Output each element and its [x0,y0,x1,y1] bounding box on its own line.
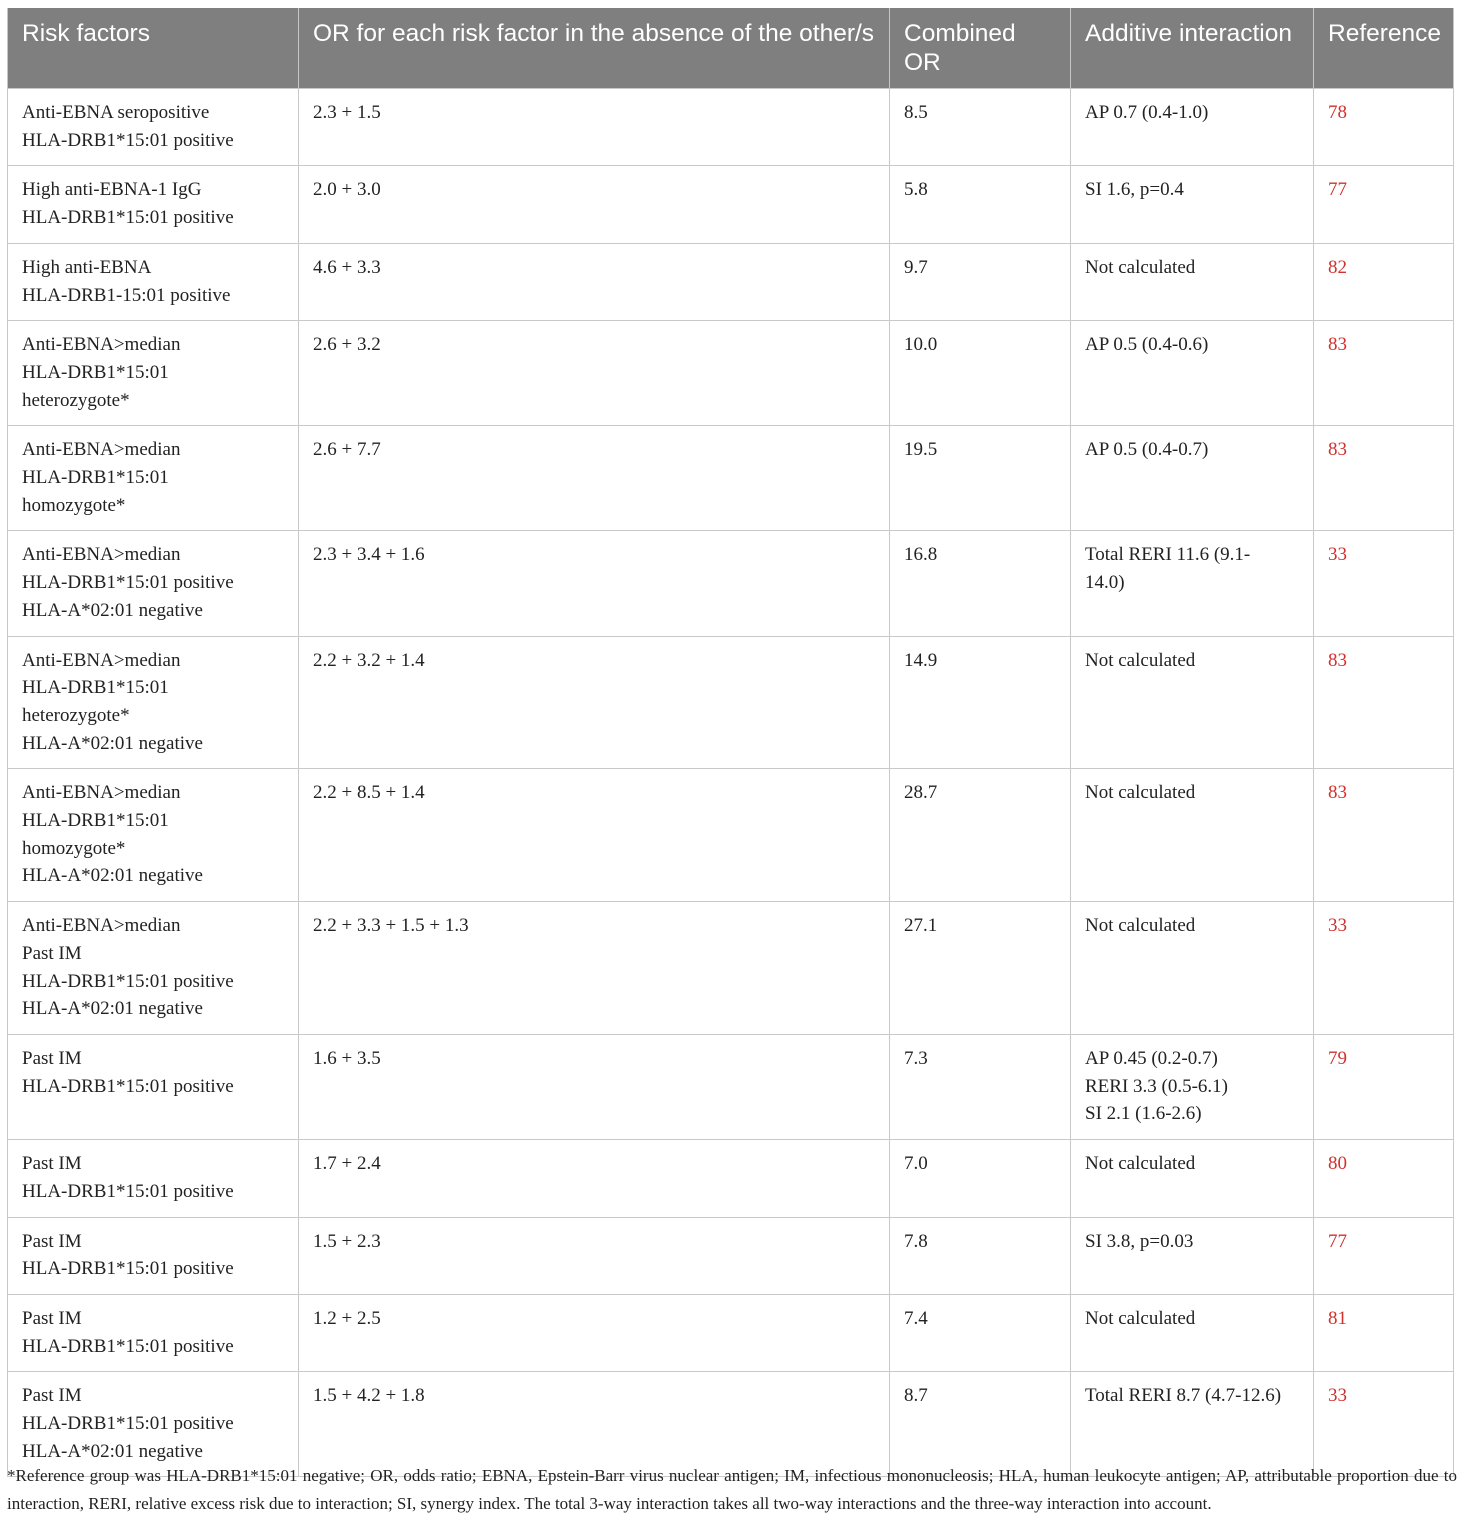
header-combined-or: Combined OR [890,8,1071,89]
table-row [8,426,1454,531]
risk-factor-line: Past IM [22,1153,82,1175]
cell-risk-factors [8,89,299,166]
cell-or-each: 2.6 + 3.2 [299,321,890,426]
cell-additive-interaction [1071,769,1314,902]
risk-factor-line: HLA-A*02:01 negative [22,865,203,887]
cell-combined-or: 16.8 [890,531,1071,636]
cell-additive-interaction [1071,636,1314,769]
risk-factor-line: High anti-EBNA-1 IgG [22,179,202,201]
table-row [8,1217,1454,1294]
table-row [8,531,1454,636]
table-row [8,1140,1454,1217]
cell-additive-interaction [1071,1034,1314,1139]
risk-factor-line: Anti-EBNA seropositive [22,102,210,123]
cell-or-each: 2.2 + 3.3 + 1.5 + 1.3 [299,902,890,1035]
additive-line: Not calculated [1085,1307,1196,1329]
reference-link[interactable]: 83 [1314,321,1454,426]
additive-line: SI 1.6, p=0.4 [1085,179,1184,201]
risk-factor-line: HLA-DRB1*15:01 positive [22,207,234,229]
cell-combined-or: 7.4 [890,1294,1071,1371]
risk-factor-line: HLA-DRB1*15:01 positive [22,1335,234,1357]
cell-combined-or: 27.1 [890,902,1071,1035]
risk-factor-line: Past IM [22,942,82,964]
cell-combined-or: 7.8 [890,1217,1071,1294]
table-row [8,636,1454,769]
risk-factor-line: High anti-EBNA [22,256,152,278]
risk-factor-line: HLA-A*02:01 negative [22,732,203,754]
cell-risk-factors [8,636,299,769]
cell-risk-factors [8,321,299,426]
cell-additive-interaction [1071,243,1314,320]
additive-line: AP 0.5 (0.4-0.6) [1085,334,1209,356]
risk-factor-line: HLA-DRB1-15:01 positive [22,284,231,306]
risk-factor-line: Past IM [22,1047,82,1069]
additive-line: Not calculated [1085,649,1196,671]
cell-combined-or: 14.9 [890,636,1071,769]
header-additive-interaction: Additive interaction [1071,8,1314,89]
risk-factor-line: Anti-EBNA>median [22,334,181,356]
risk-factor-line: homozygote* [22,837,126,859]
cell-additive-interaction [1071,531,1314,636]
risk-factor-table [7,8,1454,1477]
risk-factor-line: heterozygote* [22,704,130,726]
cell-or-each: 2.3 + 3.4 + 1.6 [299,531,890,636]
reference-link[interactable]: 79 [1314,1034,1454,1139]
additive-line: AP 0.45 (0.2-0.7) [1085,1047,1218,1069]
reference-link[interactable]: 83 [1314,636,1454,769]
cell-or-each: 1.6 + 3.5 [299,1034,890,1139]
reference-link[interactable]: 33 [1314,531,1454,636]
cell-risk-factors [8,166,299,243]
additive-line: Not calculated [1085,782,1196,804]
reference-link[interactable]: 83 [1314,426,1454,531]
cell-additive-interaction [1071,1294,1314,1371]
cell-additive-interaction [1071,166,1314,243]
risk-factor-line: HLA-DRB1*15:01 [22,810,169,832]
table-row [8,902,1454,1035]
table-row [8,769,1454,902]
table-body [8,89,1454,1477]
cell-combined-or: 8.7 [890,1372,1071,1477]
cell-or-each: 2.0 + 3.0 [299,166,890,243]
header-reference: Reference [1314,8,1454,89]
additive-line: Total RERI 8.7 (4.7-12.6) [1085,1385,1282,1407]
reference-link[interactable]: 78 [1314,89,1454,166]
cell-risk-factors [8,1217,299,1294]
table-row [8,321,1454,426]
cell-or-each: 1.2 + 2.5 [299,1294,890,1371]
cell-risk-factors [8,426,299,531]
additive-line: AP 0.7 (0.4-1.0) [1085,102,1209,123]
cell-or-each: 2.6 + 7.7 [299,426,890,531]
risk-factor-line: HLA-DRB1*15:01 [22,361,169,383]
cell-risk-factors [8,243,299,320]
risk-factor-line: Past IM [22,1385,82,1407]
header-or-each: OR for each risk factor in the absence of the other/s [299,8,890,89]
cell-or-each: 4.6 + 3.3 [299,243,890,320]
reference-link[interactable]: 33 [1314,902,1454,1035]
table-row [8,166,1454,243]
table-row [8,89,1454,166]
table-row [8,243,1454,320]
additive-line: Not calculated [1085,256,1196,278]
table-row [8,1034,1454,1139]
cell-risk-factors [8,1294,299,1371]
additive-line: SI 2.1 (1.6-2.6) [1085,1103,1202,1125]
reference-link[interactable]: 80 [1314,1140,1454,1217]
additive-line: Not calculated [1085,915,1196,937]
cell-combined-or: 7.3 [890,1034,1071,1139]
risk-factor-line: HLA-A*02:01 negative [22,599,203,621]
header-row [8,8,1454,89]
cell-risk-factors [8,531,299,636]
risk-factor-line: HLA-DRB1*15:01 [22,467,169,489]
cell-additive-interaction [1071,89,1314,166]
cell-or-each: 2.2 + 8.5 + 1.4 [299,769,890,902]
risk-factor-line: Anti-EBNA>median [22,544,181,566]
risk-factor-line: Past IM [22,1307,82,1329]
table-footnote: *Reference group was HLA-DRB1*15:01 negative; OR, odds ratio; EBNA, Epstein-Barr virus nuclear antigen; IM, infectious mononucleosis; HLA, human leukocyte antigen; AP, attributable proportion due to interaction, RERI, relative excess risk due to interaction; SI, synergy index. The total 3-way interaction takes all two-way interactions and the three-way interaction into account. [7,1466,1457,1513]
reference-link[interactable]: 82 [1314,243,1454,320]
cell-combined-or: 19.5 [890,426,1071,531]
risk-factor-line: HLA-DRB1*15:01 [22,677,169,699]
table-container [7,8,1453,1477]
cell-combined-or: 9.7 [890,243,1071,320]
risk-factor-line: Past IM [22,1230,82,1252]
risk-factor-line: HLA-DRB1*15:01 positive [22,129,234,151]
risk-factor-line: HLA-DRB1*15:01 positive [22,1258,234,1280]
additive-line: RERI 3.3 (0.5-6.1) [1085,1075,1229,1097]
cell-risk-factors [8,1140,299,1217]
risk-factor-line: HLA-DRB1*15:01 positive [22,970,234,992]
cell-or-each: 2.3 + 1.5 [299,89,890,166]
risk-factor-line: homozygote* [22,494,126,516]
reference-link[interactable]: 33 [1314,1372,1454,1477]
cell-or-each: 1.7 + 2.4 [299,1140,890,1217]
cell-or-each: 1.5 + 2.3 [299,1217,890,1294]
risk-factor-line: Anti-EBNA>median [22,782,181,804]
additive-line: Total RERI 11.6 (9.1- [1085,544,1251,566]
additive-line: SI 3.8, p=0.03 [1085,1230,1194,1252]
risk-factor-line: HLA-A*02:01 negative [22,1440,203,1462]
additive-line: 14.0) [1085,572,1125,594]
reference-link[interactable]: 77 [1314,166,1454,243]
additive-line: Not calculated [1085,1153,1196,1175]
header-risk-factors: Risk factors [8,8,299,89]
cell-additive-interaction [1071,1217,1314,1294]
cell-additive-interaction [1071,321,1314,426]
risk-factor-line: HLA-DRB1*15:01 positive [22,1075,234,1097]
risk-factor-line: Anti-EBNA>median [22,439,181,461]
cell-risk-factors [8,769,299,902]
risk-factor-line: HLA-DRB1*15:01 positive [22,1413,234,1435]
reference-link[interactable]: 81 [1314,1294,1454,1371]
cell-additive-interaction [1071,426,1314,531]
table-row [8,1294,1454,1371]
reference-link[interactable]: 77 [1314,1217,1454,1294]
cell-combined-or: 8.5 [890,89,1071,166]
cell-risk-factors [8,902,299,1035]
cell-or-each: 1.5 + 4.2 + 1.8 [299,1372,890,1477]
cell-combined-or: 10.0 [890,321,1071,426]
cell-additive-interaction [1071,902,1314,1035]
cell-combined-or: 7.0 [890,1140,1071,1217]
risk-factor-line: Anti-EBNA>median [22,915,181,937]
cell-combined-or: 28.7 [890,769,1071,902]
reference-link[interactable]: 83 [1314,769,1454,902]
cell-combined-or: 5.8 [890,166,1071,243]
additive-line: AP 0.5 (0.4-0.7) [1085,439,1209,461]
risk-factor-line: heterozygote* [22,389,130,411]
risk-factor-line: HLA-DRB1*15:01 positive [22,1180,234,1202]
cell-or-each: 2.2 + 3.2 + 1.4 [299,636,890,769]
cell-risk-factors [8,1034,299,1139]
risk-factor-line: Anti-EBNA>median [22,649,181,671]
cell-additive-interaction [1071,1140,1314,1217]
risk-factor-line: HLA-DRB1*15:01 positive [22,572,234,594]
table-header [8,8,1454,89]
risk-factor-line: HLA-A*02:01 negative [22,998,203,1020]
